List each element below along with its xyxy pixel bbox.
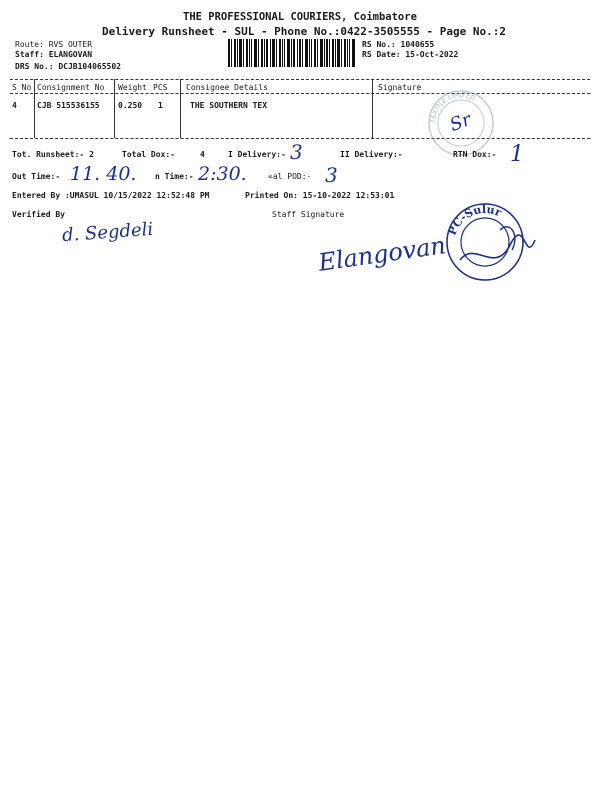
col-header-weight: Weight: [118, 83, 147, 92]
row-sno: 4: [12, 101, 17, 110]
drs-barcode: [228, 39, 356, 67]
customer-stamp-text: TEXTILE LIMITED: [428, 90, 477, 124]
branch-stamp: [440, 200, 540, 290]
row-consignment: CJB 515536155: [37, 101, 100, 110]
table-top-rule: [10, 79, 590, 80]
col-sep-4: [372, 79, 373, 138]
verified-signature: d. Segdeli: [61, 218, 154, 247]
col-sep-2: [114, 79, 115, 138]
in-time-value: 2:30.: [198, 163, 247, 185]
i-delivery-label: I Delivery:-: [228, 150, 286, 159]
rs-number: RS No.: 1040655: [362, 40, 435, 49]
ii-delivery-label: II Delivery:-: [340, 150, 403, 159]
total-dox-label: Total Dox:-: [122, 150, 175, 159]
staff-handwritten-signature: Elangovan: [316, 231, 448, 277]
col-sep-1: [34, 79, 35, 138]
out-time-label: Out Time:-: [12, 172, 61, 181]
table-bottom-rule: [10, 138, 590, 139]
staff-label: Staff: ELANGOVAN: [15, 50, 93, 59]
rs-date: RS Date: 15-Oct-2022: [362, 50, 459, 59]
pod-label: «al POD:-: [268, 172, 312, 181]
drs-number: DRS No.: DCJB104065502: [15, 62, 121, 71]
rtn-dox-label: RTN Dox:-: [453, 150, 497, 159]
route-label: Route: RVS OUTER: [15, 40, 93, 49]
printed-on: Printed On: 15-10-2022 12:53:01: [245, 191, 395, 200]
staff-signature-label: Staff Signature: [272, 210, 345, 219]
entered-by: Entered By :UMASUL 10/15/2022 12:52:48 PM: [12, 191, 210, 200]
branch-stamp-text: PC-Sulur: [445, 202, 504, 238]
col-header-pcs: PCS: [153, 83, 168, 92]
col-header-sno: S No: [12, 83, 32, 92]
col-header-consignment: Consignment No: [37, 83, 105, 92]
i-delivery-value: 3: [290, 140, 303, 164]
col-sep-3: [180, 79, 181, 138]
rtn-dox-value: 1: [510, 142, 524, 167]
runsheet-subtitle: Delivery Runsheet - SUL - Phone No.:0422-3505555 - Page No.:2: [102, 25, 506, 38]
row-weight: 0.250: [118, 101, 143, 110]
verified-by-label: Verified By: [12, 210, 65, 219]
row-consignee: THE SOUTHERN TEX: [190, 101, 268, 110]
col-header-consignee: Consignee Details: [186, 83, 268, 92]
company-title: THE PROFESSIONAL COURIERS, Coimbatore: [183, 11, 417, 23]
pod-value: 3: [325, 163, 338, 187]
in-time-label: n Time:-: [155, 172, 194, 181]
col-header-signature: Signature: [378, 83, 422, 92]
table-header-rule: [10, 93, 590, 94]
out-time-value: 11. 40.: [70, 163, 137, 185]
row-pcs: 1: [158, 101, 163, 110]
total-dox-value: 4: [200, 150, 205, 159]
row-signature: Sr: [447, 109, 474, 136]
tot-runsheet: Tot. Runsheet:- 2: [12, 150, 94, 159]
